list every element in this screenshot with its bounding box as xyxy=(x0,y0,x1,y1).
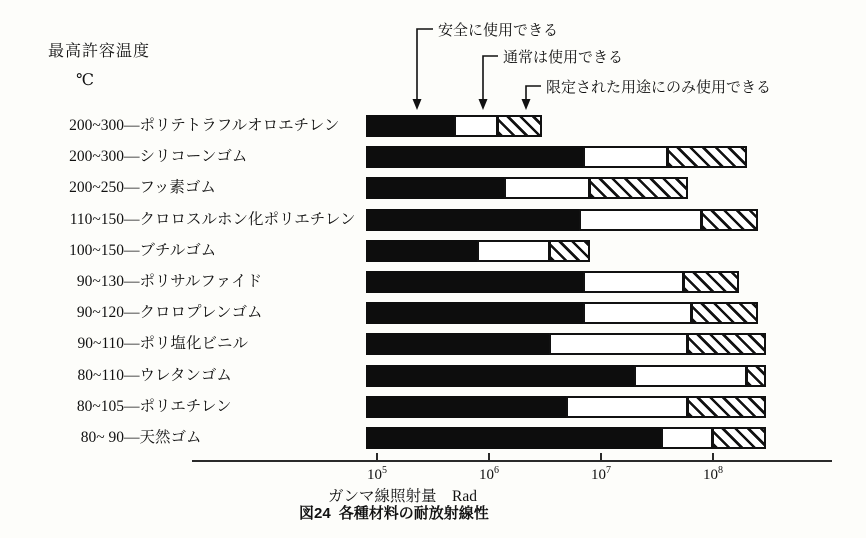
bar-segment-safe xyxy=(366,396,567,418)
row-label xyxy=(20,177,216,198)
axis-tick-label: $10^8$ xyxy=(703,465,723,483)
bar-segment-safe xyxy=(366,302,584,324)
temp-range: 80~110 xyxy=(77,367,124,384)
row-label xyxy=(20,302,263,323)
row-label xyxy=(20,240,216,261)
legend-label-safe: 安全に使用できる xyxy=(438,23,559,39)
row-label xyxy=(20,333,248,354)
axis-tick xyxy=(488,453,490,460)
legend-arrow-usual-line xyxy=(483,56,498,101)
bar-segment-limited xyxy=(667,146,746,168)
label-separator: — xyxy=(124,429,140,446)
legend-label-usual: 通常は使用できる xyxy=(503,50,624,66)
legend-arrowhead-usual-icon xyxy=(479,99,488,110)
row-label xyxy=(20,271,262,292)
bar-segment-usual xyxy=(549,333,688,355)
bar-segment-usual xyxy=(477,240,550,262)
bar-segment-usual xyxy=(634,365,747,387)
material-name: クロロプレンゴム xyxy=(139,304,263,321)
bar-segment-safe xyxy=(366,115,455,137)
bar-segment-limited xyxy=(589,177,688,199)
label-separator: — xyxy=(124,211,140,228)
bar-segment-usual xyxy=(583,146,669,168)
legend-arrow-safe-line xyxy=(417,29,433,101)
y-axis-title: 最高許容温度 xyxy=(48,43,151,60)
bar-segment-safe xyxy=(366,240,478,262)
bar-segment-safe xyxy=(366,177,505,199)
label-separator: — xyxy=(124,335,140,352)
temp-range: 100~150 xyxy=(69,242,124,259)
axis-tick xyxy=(600,453,602,460)
bar-segment-limited xyxy=(712,427,766,449)
material-name: クロロスルホン化ポリエチレン xyxy=(139,211,356,228)
temp-range: 110~150 xyxy=(69,211,124,228)
material-name: シリコーンゴム xyxy=(139,148,248,165)
label-separator: — xyxy=(124,273,140,290)
temp-range: 80~ 90 xyxy=(80,429,124,446)
legend-arrowhead-limited-icon xyxy=(522,99,531,110)
row-label xyxy=(20,146,247,167)
bar-segment-limited xyxy=(549,240,590,262)
bar-segment-limited xyxy=(701,209,757,231)
bar-segment-limited xyxy=(687,333,766,355)
label-separator: — xyxy=(124,367,140,384)
y-axis-unit: ℃ xyxy=(76,72,94,89)
material-name: ポリエチレン xyxy=(139,398,232,415)
temp-range: 200~300 xyxy=(69,148,124,165)
bar-segment-limited xyxy=(497,115,543,137)
bar-segment-limited xyxy=(691,302,758,324)
axis-tick-label: $10^7$ xyxy=(591,465,611,483)
bar-segment-limited xyxy=(746,365,767,387)
temp-range: 80~105 xyxy=(76,398,124,415)
label-separator: — xyxy=(124,117,140,134)
material-name: ポリテトラフルオロエチレン xyxy=(139,117,340,134)
bar-segment-usual xyxy=(583,302,692,324)
row-label xyxy=(20,365,232,386)
bar-segment-usual xyxy=(454,115,498,137)
label-separator: — xyxy=(124,398,140,415)
x-axis-line xyxy=(192,460,832,462)
temp-range: 200~300 xyxy=(69,117,124,134)
bar-segment-safe xyxy=(366,209,580,231)
row-label xyxy=(20,209,356,230)
legend-arrow-limited-line xyxy=(526,86,541,101)
legend-arrowhead-safe-icon xyxy=(413,99,422,110)
label-separator: — xyxy=(124,304,140,321)
temp-range: 90~110 xyxy=(77,335,124,352)
bar-segment-usual xyxy=(583,271,684,293)
bar-segment-usual xyxy=(661,427,713,449)
bar-segment-limited xyxy=(683,271,739,293)
temp-range: 90~130 xyxy=(76,273,124,290)
figure-number: 図24 xyxy=(299,505,331,522)
row-label xyxy=(20,396,232,417)
bar-segment-limited xyxy=(687,396,766,418)
legend-label-limited: 限定された用途にのみ使用できる xyxy=(546,80,772,96)
material-name: フッ素ゴム xyxy=(139,179,216,196)
figure-title: 各種材料の耐放射線性 xyxy=(338,505,489,522)
axis-tick xyxy=(712,453,714,460)
temp-range: 200~250 xyxy=(69,179,124,196)
bar-segment-usual xyxy=(504,177,590,199)
material-name: 天然ゴム xyxy=(139,429,202,446)
figure-caption xyxy=(299,502,489,523)
material-name: ブチルゴム xyxy=(139,242,217,259)
bar-segment-usual xyxy=(579,209,702,231)
bar-segment-safe xyxy=(366,427,662,449)
material-name: ウレタンゴム xyxy=(139,367,232,384)
bar-segment-safe xyxy=(366,271,584,293)
label-separator: — xyxy=(124,179,140,196)
axis-tick-label: $10^6$ xyxy=(479,465,499,483)
bar-segment-safe xyxy=(366,365,635,387)
axis-tick xyxy=(376,453,378,460)
temp-range: 90~120 xyxy=(76,304,124,321)
label-separator: — xyxy=(124,242,140,259)
bar-segment-safe xyxy=(366,146,584,168)
x-axis-title: ガンマ線照射量 Rad xyxy=(328,488,477,505)
bar-segment-usual xyxy=(566,396,688,418)
axis-tick-label: $10^5$ xyxy=(367,465,387,483)
material-name: ポリ塩化ビニル xyxy=(139,335,249,352)
row-label xyxy=(20,427,202,448)
material-name: ポリサルファイド xyxy=(139,273,263,290)
bar-segment-safe xyxy=(366,333,550,355)
label-separator: — xyxy=(124,148,140,165)
row-label xyxy=(20,115,339,136)
